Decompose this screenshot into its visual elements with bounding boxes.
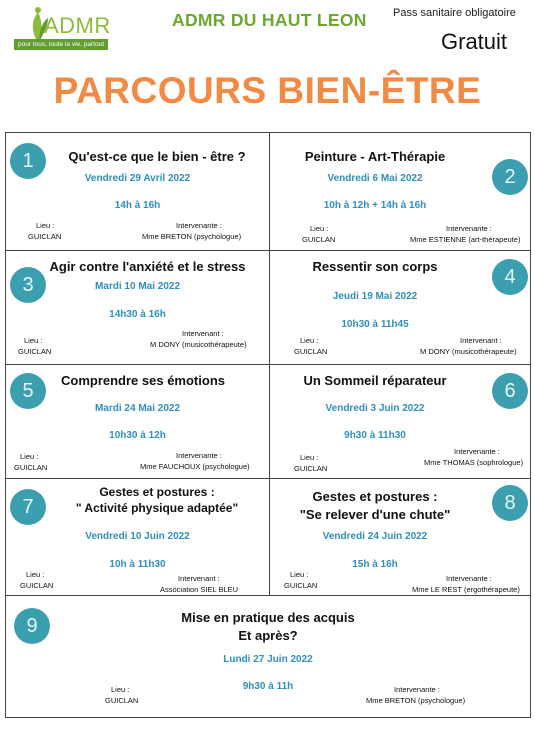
lieu-label: Lieu : — [26, 570, 45, 579]
session-time: 14h30 à 16h — [109, 309, 166, 320]
session-number-badge: 4 — [492, 259, 528, 295]
session-number-badge: 5 — [10, 373, 46, 409]
lieu-value: GUICLAN — [294, 347, 328, 356]
lieu-value: GUICLAN — [294, 464, 328, 473]
lieu-value: GUICLAN — [284, 581, 318, 590]
price-label: Gratuit — [441, 29, 508, 54]
session-time: 10h à 12h + 14h à 16h — [323, 200, 427, 211]
session-time: 10h à 11h30 — [109, 559, 166, 570]
session-date: Vendredi 3 Juin 2022 — [325, 403, 425, 414]
session-title: Agir contre l'anxiété et le stress — [49, 259, 246, 274]
intervenant-label: Intervenant : — [182, 329, 224, 338]
session-time: 10h30 à 12h — [109, 430, 166, 441]
session-number-badge: 7 — [10, 489, 46, 525]
session-number-badge: 2 — [492, 159, 528, 195]
lieu-label: Lieu : — [111, 685, 130, 694]
session-number-badge: 8 — [492, 485, 528, 521]
session-subtitle: Et après? — [238, 628, 298, 643]
session-time: 9h30 à 11h — [242, 681, 294, 692]
session-date: Lundi 27 Juin 2022 — [223, 654, 313, 665]
session-date: Vendredi 29 Avril 2022 — [84, 173, 191, 184]
org-title: ADMR DU HAUT LEON — [172, 10, 367, 30]
session-card — [6, 251, 269, 364]
session-date: Vendredi 24 Juin 2022 — [322, 531, 428, 542]
intervenant-label: Intervenant : — [460, 336, 502, 345]
intervenant-value: Mme FAUCHOUX (psychologue) — [140, 462, 250, 471]
lieu-label: Lieu : — [20, 452, 39, 461]
intervenant-value: Mme BRETON (psychologue) — [142, 232, 242, 241]
lieu-label: Lieu : — [300, 336, 319, 345]
logo-slogan: pour tous, toute la vie, partout — [14, 39, 108, 50]
session-date: Vendredi 10 Juin 2022 — [85, 531, 190, 542]
session-title: Gestes et postures : — [312, 489, 438, 504]
lieu-label: Lieu : — [310, 224, 329, 233]
session-number-badge: 6 — [492, 373, 528, 409]
intervenant-value: Mme THOMAS (sophrologue) — [424, 458, 524, 467]
lieu-value: GUICLAN — [18, 347, 52, 356]
intervenant-label: Intervenante : — [454, 447, 500, 456]
session-date: Mardi 24 Mai 2022 — [94, 403, 181, 414]
lieu-value: GUICLAN — [14, 463, 48, 472]
session-title: Mise en pratique des acquis — [181, 610, 355, 625]
session-title: Peinture - Art-Thérapie — [304, 149, 446, 164]
intervenant-value: Mme LE REST (ergothérapeute) — [412, 585, 520, 594]
intervenant-label: Intervenante : — [446, 574, 492, 583]
lieu-label: Lieu : — [290, 570, 309, 579]
intervenant-label: Intervenante : — [176, 451, 222, 460]
intervenant-value: M DONY (musicothérapeute) — [150, 340, 247, 349]
session-card — [270, 251, 530, 364]
session-subtitle: "Se relever d'une chute" — [299, 507, 451, 522]
lieu-value: GUICLAN — [105, 696, 139, 705]
session-time: 14h à 16h — [114, 200, 161, 211]
intervenant-label: Intervenante : — [446, 224, 492, 233]
lieu-value: GUICLAN — [302, 235, 336, 244]
session-date: Vendredi 6 Mai 2022 — [327, 173, 423, 184]
session-card — [6, 365, 269, 478]
session-card — [6, 133, 269, 250]
intervenant-value: Mme BRETON (psychologue) — [366, 696, 466, 705]
session-title: Un Sommeil réparateur — [303, 373, 447, 388]
session-card — [270, 479, 530, 595]
intervenant-value: M DONY (musicothérapeute) — [420, 347, 517, 356]
lieu-value: GUICLAN — [28, 232, 62, 241]
intervenant-label: Intervenante : — [394, 685, 440, 694]
session-card — [6, 596, 530, 717]
intervenant-label: Intervenant : — [178, 574, 220, 583]
session-card — [270, 133, 530, 250]
session-number-badge: 3 — [10, 267, 46, 303]
session-number-badge: 1 — [10, 143, 46, 179]
intervenant-value: Mme ESTIENNE (art-thérapeute) — [410, 235, 521, 244]
session-subtitle: " Activité physique adaptée" — [75, 501, 239, 515]
session-date: Jeudi 19 Mai 2022 — [332, 291, 418, 302]
lieu-value: GUICLAN — [20, 581, 54, 590]
session-time: 9h30 à 11h30 — [344, 430, 406, 441]
sessions-grid — [5, 132, 531, 718]
session-time: 15h à 16h — [352, 559, 398, 570]
lieu-label: Lieu : — [36, 221, 55, 230]
session-title: Gestes et postures : — [99, 485, 215, 499]
session-date: Mardi 10 Mai 2022 — [94, 281, 181, 292]
intervenant-value: Association SIEL BLEU — [160, 585, 239, 594]
page-title: PARCOURS BIEN-ÊTRE — [53, 70, 482, 111]
lieu-label: Lieu : — [300, 453, 319, 462]
logo-text: ADMR — [44, 13, 111, 38]
session-card — [270, 365, 530, 478]
intervenant-label: Intervenante : — [176, 221, 222, 230]
session-title: Comprendre ses émotions — [61, 373, 225, 388]
session-number-badge: 9 — [14, 608, 50, 644]
session-card — [6, 479, 269, 595]
session-title: Ressentir son corps — [312, 259, 438, 274]
session-title: Qu'est-ce que le bien - être ? — [68, 149, 246, 164]
lieu-label: Lieu : — [24, 336, 43, 345]
session-time: 10h30 à 11h45 — [341, 319, 409, 330]
pass-notice: Pass sanitaire obligatoire — [393, 7, 516, 19]
